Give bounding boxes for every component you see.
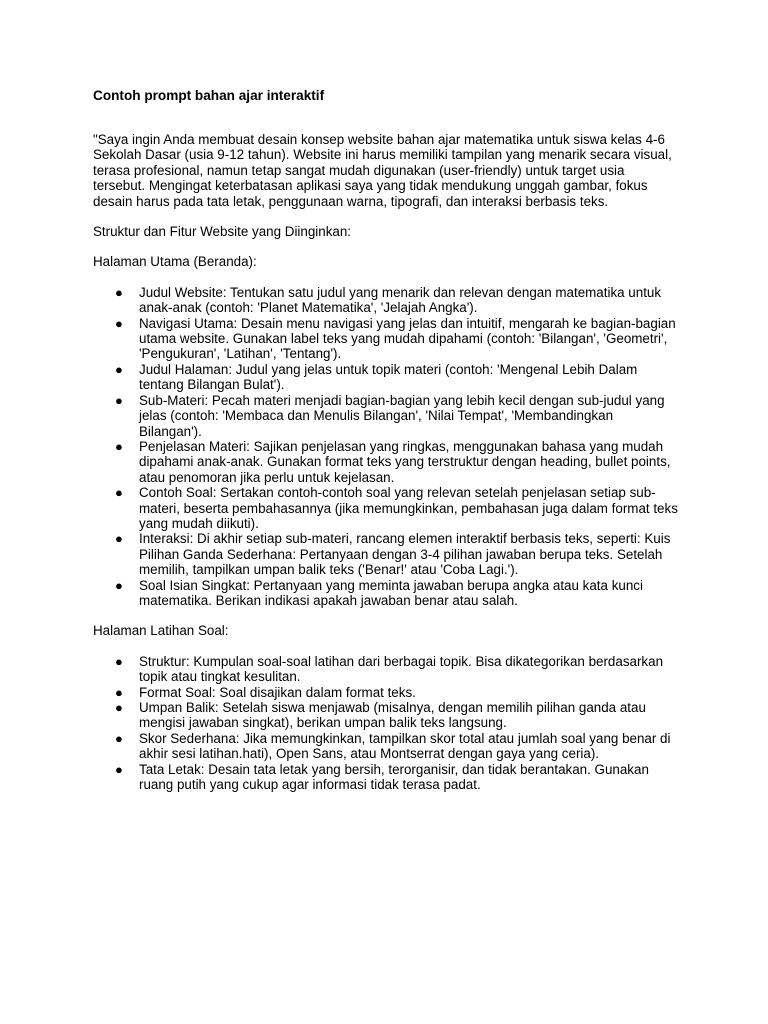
list-item-text: Skor Sederhana: Jika memungkinkan, tampilkan skor total atau jumlah soal yang benar di akhir sesi latihan.hati), Open Sans, atau Montserrat dengan gaya yang ceria).	[139, 730, 671, 762]
bullet-icon: ●	[115, 700, 123, 715]
list-item	[93, 731, 678, 762]
list-item	[93, 485, 678, 531]
structure-heading: Struktur dan Fitur Website yang Diinginkan:	[93, 224, 352, 240]
list-item	[93, 362, 678, 393]
list-item-text: Struktur: Kumpulan soal-soal latihan dari berbagai topik. Bisa dikategorikan berdasarkan topik atau tingkat kesulitan.	[139, 653, 664, 685]
bullet-icon: ●	[115, 730, 123, 746]
list-item-text: Penjelasan Materi: Sajikan penjelasan yang ringkas, menggunakan bahasa yang mudah dipahami anak-anak. Gunakan format teks yang terstruktur dengan heading, bullet points, atau penomoran jika perlu untuk kejelasan.	[139, 438, 671, 485]
bullet-icon: ●	[115, 653, 123, 669]
list-item-text: Format Soal: Soal disajikan dalam format teks.	[139, 684, 416, 700]
bullet-icon: ●	[115, 577, 123, 593]
bullet-icon: ●	[115, 361, 123, 377]
intro-paragraph: "Saya ingin Anda membuat desain konsep website bahan ajar matematika untuk siswa kelas 4-6 Sekolah Dasar (usia 9-12 tahun). Website ini harus memiliki tampilan yang menarik secara visual, terasa profesional, namun tetap sangat mudah digunakan (user-friendly) untuk target usia tersebut. Mengingat keterbatasan aplikasi saya yang tidak mendukung unggah gambar, fokus desain harus pada tata letak, penggunaan warna, tipografi, dan interaksi berbasis teks.	[93, 132, 672, 209]
bullet-icon: ●	[115, 315, 123, 331]
list-item	[93, 316, 678, 362]
bullet-icon: ●	[115, 684, 123, 700]
list-item-text: Navigasi Utama: Desain menu navigasi yang jelas dan intuitif, mengarah ke bagian-bagian utama website. Gunakan label teks yang mudah dipahami (contoh: 'Bilangan', 'Geometri', 'Pengukuran', 'Latihan', 'Tentang').	[139, 315, 676, 362]
list-item-text: Umpan Balik: Setelah siswa menjawab (misalnya, dengan memilih pilihan ganda atau mengisi jawaban singkat), berikan umpan balik teks langsung.	[139, 700, 646, 731]
practice-page-heading: Halaman Latihan Soal:	[93, 623, 229, 639]
list-item-text: Soal Isian Singkat: Pertanyaan yang meminta jawaban berupa angka atau kata kunci matematika. Berikan indikasi apakah jawaban benar atau salah.	[139, 577, 643, 608]
document-page	[93, 88, 678, 792]
bullet-icon: ●	[115, 761, 123, 777]
list-item	[93, 700, 678, 731]
list-item	[93, 285, 678, 316]
list-item-text: Contoh Soal: Sertakan contoh-contoh soal yang relevan setelah penjelasan setiap sub-materi, beserta pembahasannya (jika memungkinkan, pembahasan juga dalam format teks yang mudah diikuti).	[139, 485, 678, 531]
document-title: Contoh prompt bahan ajar interaktif	[93, 88, 325, 103]
list-item	[93, 654, 678, 685]
home-page-heading: Halaman Utama (Beranda):	[93, 254, 257, 270]
practice-page-list	[93, 654, 678, 793]
list-item-text: Judul Website: Tentukan satu judul yang menarik dan relevan dengan matematika untuk anak-anak (contoh: 'Planet Matematika', 'Jelajah Angka').	[139, 284, 662, 316]
bullet-icon: ●	[115, 392, 123, 408]
list-item	[93, 762, 678, 793]
bullet-icon: ●	[115, 531, 123, 547]
list-item	[93, 578, 678, 609]
bullet-icon: ●	[115, 438, 123, 454]
bullet-icon: ●	[115, 485, 123, 501]
home-page-list	[93, 285, 678, 609]
list-item-text: Interaksi: Di akhir setiap sub-materi, rancang elemen interaktif berbasis teks, seperti: Kuis Pilihan Ganda Sederhana: Pertanyaan dengan 3-4 pilihan jawaban berupa teks. Setelah memilih, tampilkan umpan balik teks ('Benar!' atau 'Coba Lagi.').	[139, 531, 671, 578]
list-item	[93, 685, 678, 700]
list-item-text: Tata Letak: Desain tata letak yang bersih, terorganisir, dan tidak berantakan. Gunakan ruang putih yang cukup agar informasi tidak terasa padat.	[139, 761, 649, 793]
list-item-text: Judul Halaman: Judul yang jelas untuk topik materi (contoh: 'Mengenal Lebih Dalam tentang Bilangan Bulat').	[139, 361, 638, 393]
list-item	[93, 439, 678, 485]
list-item-text: Sub-Materi: Pecah materi menjadi bagian-bagian yang lebih kecil dengan sub-judul yang jelas (contoh: 'Membaca dan Menulis Bilangan', 'Nilai Tempat', 'Membandingkan Bilangan').	[139, 392, 665, 439]
list-item	[93, 393, 678, 439]
bullet-icon: ●	[115, 284, 123, 300]
list-item	[93, 531, 678, 577]
